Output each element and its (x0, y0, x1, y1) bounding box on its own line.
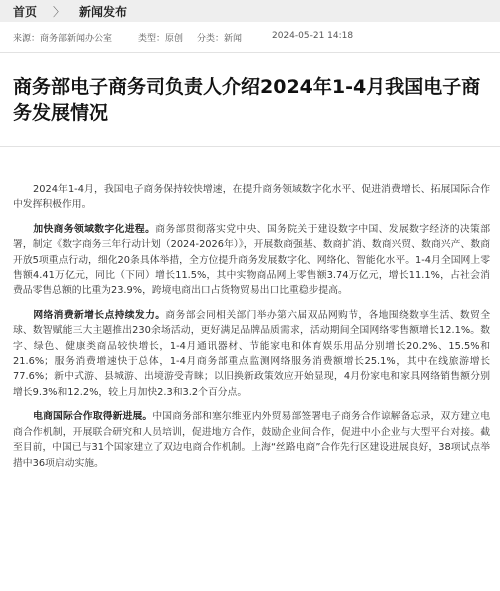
article-title: 商务部电子商务司负责人介绍2024年1-4月我国电子商务发展情况 (13, 76, 481, 124)
breadcrumb (0, 0, 500, 22)
breadcrumb-separator-icon: 〉 (53, 4, 66, 19)
paragraph-text: 商务部会同相关部门举办第六届双品网购节，各地围绕数享生活、数贸全球、数智赋能三大主题推出230余场活动，更好满足品牌品质需求，活动期间全国网络零售额增长12.1%。数字、绿色、健康类商品较快增长，1-4月通讯器材、节能家电和体育娱乐用品分别增长20.2%、15.5%和21.6%；服务消费增速快于总体，1-4月商务部重点监测网络服务消费额增长25.1%，其中在线旅游增长77.6%；新中式游、县城游、出境游受青睐；以旧换新政策效应开始显现，4月份家电和家具网络销售额分别增长9.3%和12.2%，较上月加快2.3和3.2个百分点。 (13, 309, 491, 398)
meta-type: 类型：原创 (138, 34, 184, 44)
paragraph (13, 222, 490, 299)
paragraph-text: 2024年1-4月，我国电子商务保持较快增速，在提升商务领域数字化水平、促进消费增长、拓展国际合作中发挥积极作用。 (13, 184, 490, 211)
meta-datetime: 2024-05-21 14:18 (272, 31, 354, 41)
paragraph (13, 308, 490, 400)
divider (0, 146, 500, 147)
paragraph-text: 商务部贯彻落实党中央、国务院关于建设数字中国、发展数字经济的决策部署，制定《数字商务三年行动计划（2024-2026年）》，开展数商强基、数商扩消、数商兴贸、数商兴产、数商开放5项重点行动，细化20条具体举措，全方位提升商务发展数字化、网络化、智能化水平。1-4月全国网上零售额4.41万亿元，同比（下同）增长11.5%，其中实物商品网上零售额3.74万亿元，增长11.1%，占社会消费品零售总额的比重为23.9%，跨境电商出口占货物贸易出口比重稳步提高。 (13, 223, 491, 297)
meta-category: 分类：新闻 (197, 34, 243, 44)
article-body (13, 182, 490, 480)
meta-source: 来源：商务部新闻办公室 (13, 34, 113, 44)
paragraph (13, 182, 490, 213)
paragraph-lead: 网络消费新增长点持续发力。 (33, 309, 166, 321)
divider (0, 52, 500, 53)
paragraph (13, 409, 490, 471)
paragraph-text: 中国商务部和塞尔维亚内外贸易部签署电子商务合作谅解备忘录，双方建立电商合作机制，开展联合研究和人员培训，促进地方合作，鼓励企业间合作，促进中小企业与大型平台对接。截至目前，中国已与31个国家建立了双边电商合作机制。上海“丝路电商”合作先行区建设进展良好，38项试点举措中36项启动实施。 (13, 411, 491, 469)
breadcrumb-home-link[interactable]: 首页 (13, 4, 38, 19)
article-meta (0, 28, 500, 46)
breadcrumb-news-link[interactable]: 新闻发布 (79, 4, 128, 19)
paragraph-lead: 电商国际合作取得新进展。 (33, 411, 153, 423)
paragraph-lead: 加快商务领域数字化进程。 (33, 223, 156, 235)
